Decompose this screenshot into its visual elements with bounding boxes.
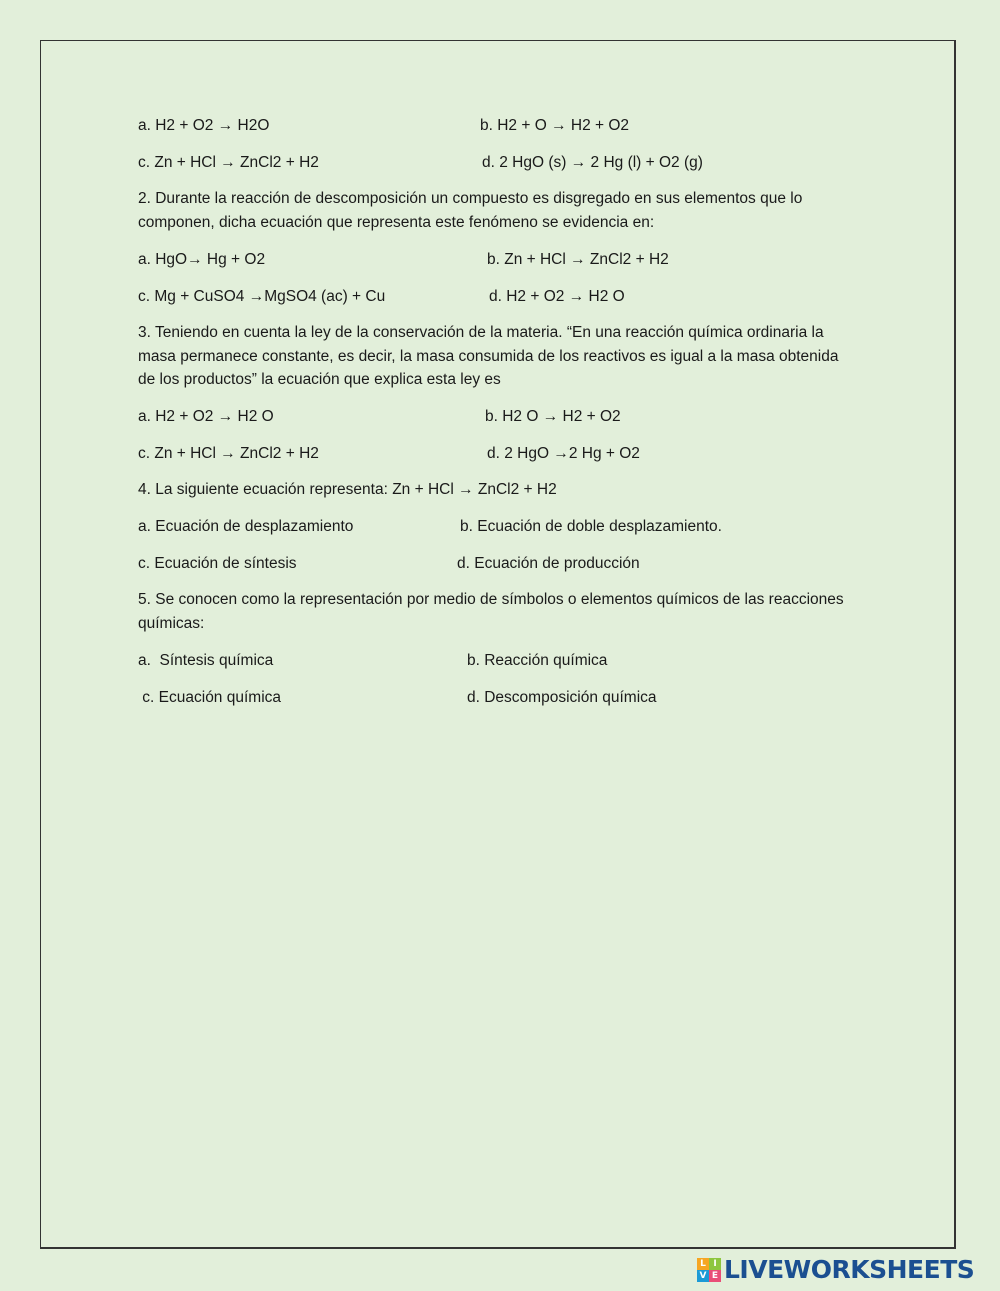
q2-question-text: 2. Durante la reacción de descomposición un compuesto es disgregado en sus elementos que lo componen, dicha ecuación que representa este fenómeno se evidencia en: <box>138 190 803 231</box>
q3-option-d: d. 2 HgO →2 Hg + O2 <box>487 445 640 462</box>
q1-option-d: d. 2 HgO (s) → 2 Hg (l) + O2 (g) <box>482 154 703 171</box>
q1-option-a: a. H2 + O2 → H2O <box>138 117 270 134</box>
q5-option-b: b. Reacción química <box>467 652 608 669</box>
q5-option-d: d. Descomposición química <box>467 689 657 706</box>
q5-question-text: 5. Se conocen como la representación por medio de símbolos o elementos químicos de las reacciones químicas: <box>138 591 844 632</box>
q3-option-b: b. H2 O → H2 + O2 <box>485 408 621 425</box>
logo-mark-letter: V <box>697 1270 709 1282</box>
q5-option-a: a. Síntesis química <box>138 652 274 669</box>
logo-mark-letter: E <box>709 1270 721 1282</box>
q3-option-c: c. Zn + HCl → ZnCl2 + H2 <box>138 445 319 462</box>
q4-option-a: a. Ecuación de desplazamiento <box>138 518 354 535</box>
q3-question-text: 3. Teniendo en cuenta la ley de la conservación de la materia. “En una reacción química ordinaria la masa permanece constante, es decir, la masa consumida de los reactivos es igual a la masa obtenida de los productos” la ecuación que explica esta ley es <box>138 324 839 388</box>
liveworksheets-logo-text: LIVEWORKSHEETS <box>724 1255 975 1284</box>
q5-option-c: c. Ecuación química <box>138 689 282 706</box>
q2-option-d: d. H2 + O2 → H2 O <box>489 288 625 305</box>
q4-option-b: b. Ecuación de doble desplazamiento. <box>460 518 722 535</box>
q2-option-b: b. Zn + HCl → ZnCl2 + H2 <box>487 251 669 268</box>
liveworksheets-mark-icon <box>697 1258 721 1282</box>
q4-question-text: 4. La siguiente ecuación representa: Zn + HCl → ZnCl2 + H2 <box>138 481 557 498</box>
q1-option-c: c. Zn + HCl → ZnCl2 + H2 <box>138 154 319 171</box>
q2-option-a: a. HgO→ Hg + O2 <box>138 251 266 268</box>
q3-option-a: a. H2 + O2 → H2 O <box>138 408 274 425</box>
q4-option-c: c. Ecuación de síntesis <box>138 555 297 572</box>
liveworksheets-logo <box>697 1257 974 1283</box>
q4-option-d: d. Ecuación de producción <box>457 555 640 572</box>
logo-mark-letter: I <box>709 1258 721 1270</box>
logo-mark-letter: L <box>697 1258 709 1270</box>
q2-option-c: c. Mg + CuSO4 →MgSO4 (ac) + Cu <box>138 288 386 305</box>
q1-option-b: b. H2 + O → H2 + O2 <box>480 117 630 134</box>
